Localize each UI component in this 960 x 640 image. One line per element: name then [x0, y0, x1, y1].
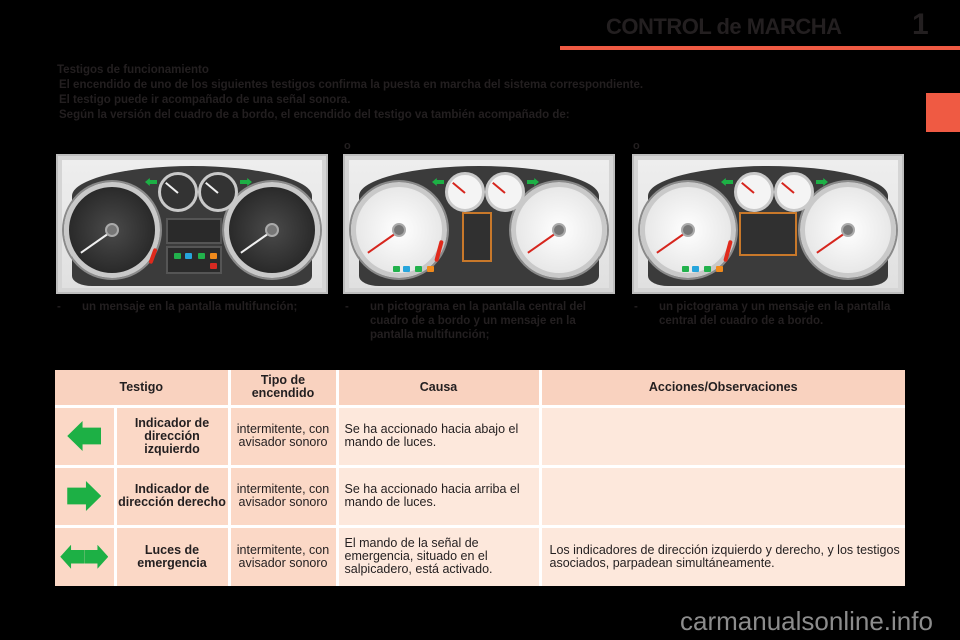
indicator-action: Los indicadores de dirección izquierdo y derecho, y los testigos asociados, parpadean simultáneamente. — [540, 526, 905, 586]
indicator-name: Indicador de dirección izquierdo — [115, 406, 229, 466]
indicator-icon-cell — [55, 526, 115, 586]
or-separator: o — [344, 140, 351, 152]
indicator-cause: Se ha accionado hacia abajo el mando de luces. — [337, 406, 540, 466]
intro-line: Según la versión del cuadro de a bordo, el encendido del testigo va también acompañado de: — [59, 109, 570, 121]
warning-light-panel — [166, 246, 222, 274]
fuel-gauge — [734, 172, 774, 212]
tachometer-dial — [640, 182, 736, 278]
fuel-gauge — [445, 172, 485, 212]
instrument-cluster-image-1 — [56, 154, 328, 294]
watermark-text: carmanualsonline.info — [680, 606, 933, 636]
cluster-caption-1: - un mensaje en la pantalla multifunción; — [57, 301, 298, 313]
tachometer-dial — [64, 182, 160, 278]
or-separator: o — [633, 140, 640, 152]
speedometer-dial — [224, 182, 320, 278]
central-color-display — [462, 212, 492, 262]
instrument-cluster-image-2 — [343, 154, 615, 294]
table-row — [55, 526, 905, 586]
arrow-right-icon — [67, 481, 101, 511]
intro-line: El testigo puede ir acompañado de una señal sonora. — [59, 94, 351, 106]
table-row — [55, 406, 905, 466]
intro-text — [57, 63, 897, 123]
table-header-row — [55, 370, 905, 406]
cluster-caption-2: - un pictograma en la pantalla central del cuadro de a bordo y un mensaje en la pantalla multifunción; — [345, 301, 587, 341]
indicator-icon-cell — [55, 466, 115, 526]
indicator-cause: Se ha accionado hacia arriba el mando de luces. — [337, 466, 540, 526]
indicator-cause: El mando de la señal de emergencia, situado en el salpicadero, está activado. — [337, 526, 540, 586]
speedometer-dial — [511, 182, 607, 278]
indicator-action — [540, 466, 905, 526]
intro-heading: Testigos de funcionamiento — [57, 64, 209, 76]
tachometer-dial — [351, 182, 447, 278]
multifunction-display — [166, 218, 222, 244]
indicator-type: intermitente, con avisador sonoro — [229, 406, 337, 466]
indicator-icon-cell — [55, 406, 115, 466]
speedometer-dial — [800, 182, 896, 278]
chapter-tab-marker — [926, 93, 960, 132]
instrument-cluster-image-3 — [632, 154, 904, 294]
col-header-testigo: Testigo — [55, 370, 229, 406]
temp-gauge — [198, 172, 238, 212]
table-row — [55, 466, 905, 526]
chapter-number: 1 — [912, 8, 929, 41]
indicator-type: intermitente, con avisador sonoro — [229, 466, 337, 526]
indicator-type: intermitente, con avisador sonoro — [229, 526, 337, 586]
intro-line: El encendido de uno de los siguientes testigos confirma la puesta en marcha del sistema correspondiente. — [59, 79, 644, 91]
warning-lights-table — [55, 370, 905, 586]
arrow-left-icon — [67, 421, 101, 451]
header-rule — [560, 46, 960, 50]
central-color-display — [739, 212, 797, 256]
indicator-action — [540, 406, 905, 466]
col-header-causa: Causa — [337, 370, 540, 406]
temp-gauge — [485, 172, 525, 212]
cluster-caption-3: - un pictograma y un mensaje en la pantalla central del cuadro de a bordo. — [634, 301, 891, 327]
col-header-tipo: Tipo de encendido — [229, 370, 337, 406]
fuel-gauge — [158, 172, 198, 212]
section-title: CONTROL de MARCHA — [606, 14, 842, 39]
indicator-name: Luces de emergencia — [115, 526, 229, 586]
temp-gauge — [774, 172, 814, 212]
col-header-acciones: Acciones/Observaciones — [540, 370, 905, 406]
hazard-arrows-icon — [60, 549, 108, 563]
indicator-name: Indicador de dirección derecho — [115, 466, 229, 526]
